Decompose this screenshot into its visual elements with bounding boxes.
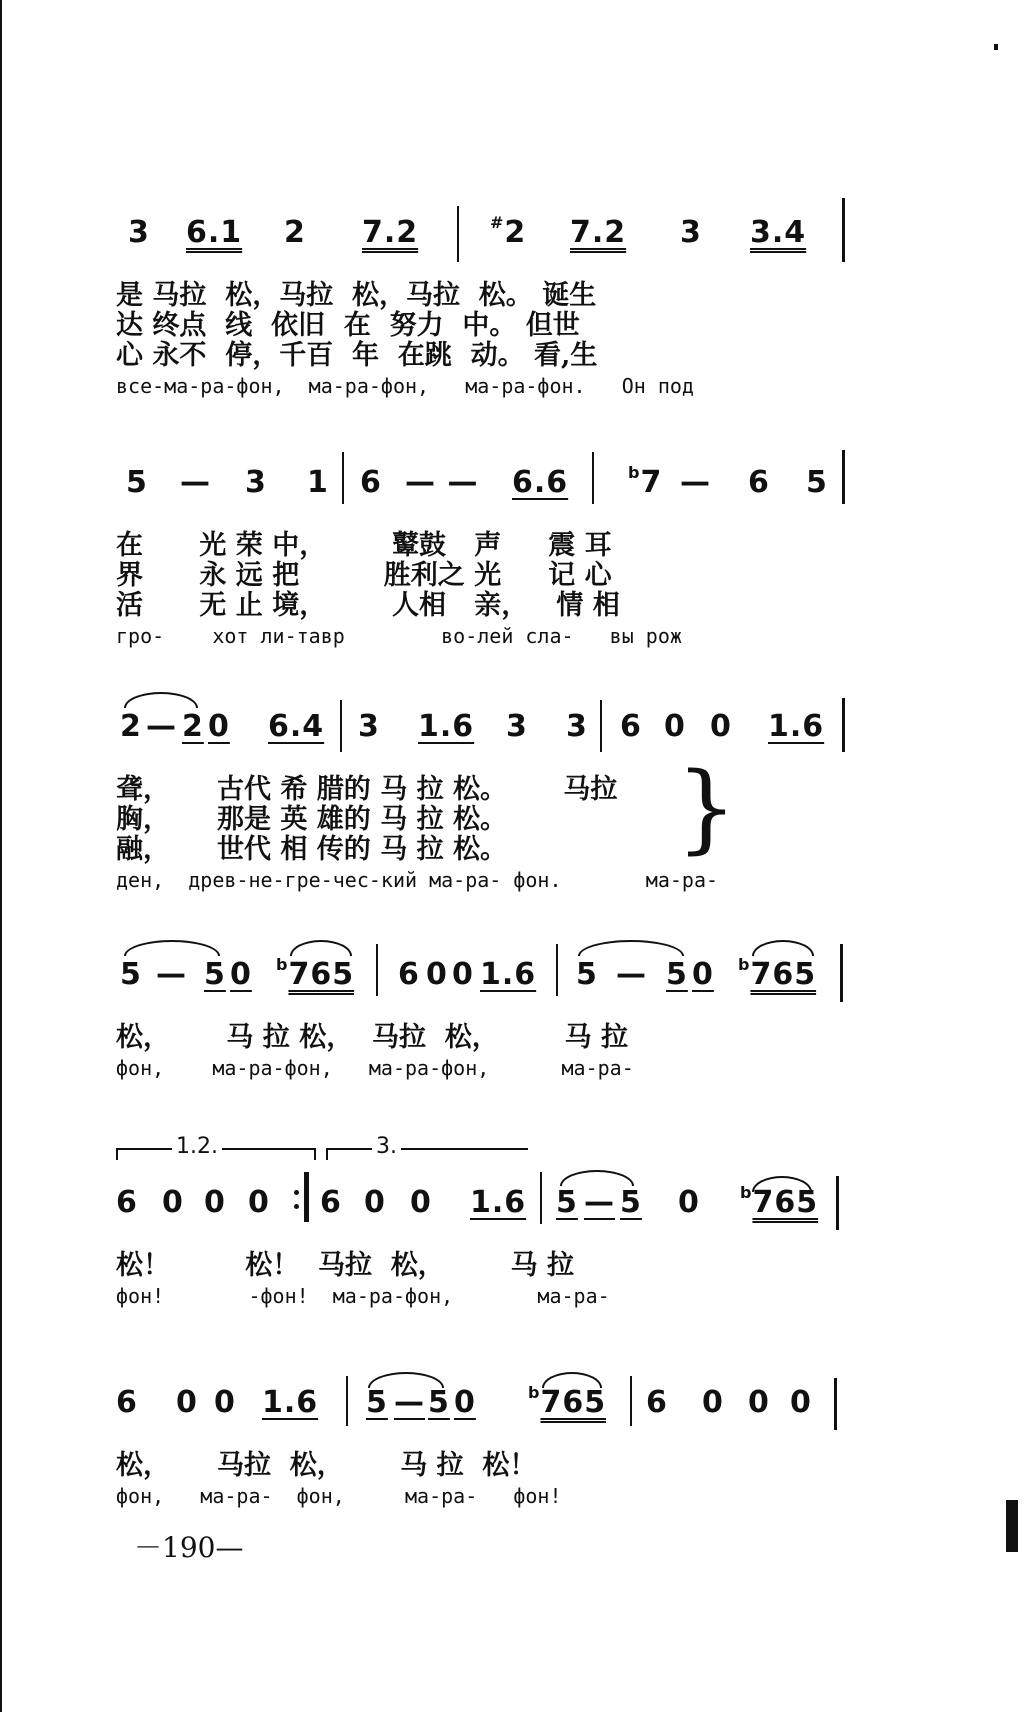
scan-mark (1006, 1500, 1018, 1552)
note-text: 5 (428, 1385, 450, 1420)
lyric-line-chinese: 在 光 荣 中， 鼙鼓 声 震 耳 (116, 530, 612, 561)
repeat-barline (304, 1172, 309, 1222)
note (692, 957, 714, 992)
note-text: 1 (307, 465, 329, 500)
note-text: 6 (320, 1185, 342, 1220)
note-text: 0 (176, 1385, 198, 1420)
note-text: 3 (680, 215, 702, 250)
note (680, 215, 702, 250)
bar-line (600, 700, 602, 752)
tie (124, 940, 220, 956)
volta-bracket (326, 1148, 528, 1160)
note (360, 465, 382, 500)
note-text: 6.6 (512, 465, 569, 500)
note-text: 3 (245, 465, 267, 500)
lyric-line-chinese: 心 永不 停，千百 年 在跳 动。 看,生 (116, 340, 598, 371)
note (710, 709, 732, 744)
note (405, 465, 479, 500)
note-text: 0 (214, 1385, 236, 1420)
note-text: 2 (120, 709, 142, 744)
lyric-line-russian: фон, ма-ра- фон, ма-ра- фон! (116, 1484, 562, 1508)
note (664, 709, 686, 744)
scan-mark (0, 0, 2, 1712)
note (740, 1183, 819, 1220)
note (418, 709, 475, 744)
tie (124, 692, 198, 708)
bar-line (592, 452, 594, 504)
tie (560, 1170, 634, 1186)
lyric-line-russian: ден, древ-не-гре-чес-кий ма-ра- фон. ма-ра- (116, 868, 719, 892)
note (398, 957, 420, 992)
slur (290, 940, 352, 956)
note (180, 465, 211, 500)
note-text: 0 (710, 709, 732, 744)
note (116, 1185, 138, 1220)
note-text: 3 (566, 709, 588, 744)
note (748, 465, 770, 500)
lyric-line-russian: все-ма-ра-фон, ма-ра-фон, ма-ра-фон. Он под (116, 374, 694, 398)
note (512, 465, 569, 500)
note-text: — (394, 1385, 425, 1420)
note-text: 5 (366, 1385, 388, 1420)
repeat-dot (294, 1190, 299, 1195)
lyric-line-russian: фон! -фон! ма-ра-фон, ма-ра- (116, 1284, 610, 1308)
note-text: 1.6 (480, 957, 537, 992)
note (750, 215, 807, 250)
lyric-line-chinese: 胸， 那是 英 雄的 马 拉 松。 (116, 804, 507, 835)
lyric-line-chinese: 松， 马 拉 松， 马拉 松， 马 拉 (116, 1022, 628, 1053)
note-text: 0 (678, 1185, 700, 1220)
note-text: 5 (576, 957, 598, 992)
note-text: 3.4 (750, 215, 807, 250)
note-text: 0 (702, 1385, 724, 1420)
lyric-line-chinese: 融， 世代 相 传的 马 拉 松。 (116, 834, 507, 865)
note-text: 6 (620, 709, 642, 744)
note (426, 957, 448, 992)
note (366, 1385, 388, 1420)
note-text: 6 (398, 957, 420, 992)
note (680, 465, 711, 500)
note-text: — — (405, 465, 479, 500)
note (276, 955, 355, 992)
flat-sign: b (276, 955, 289, 974)
note-text: 2 (284, 215, 306, 250)
note-text: 0 (664, 709, 686, 744)
note-text: 765 (288, 957, 355, 992)
flat-sign: b (740, 1183, 753, 1202)
bar-line (842, 698, 845, 752)
note-text: 0 (454, 1385, 476, 1420)
note (480, 957, 537, 992)
note-text: 6.4 (268, 709, 325, 744)
note-text: 0 (230, 957, 252, 992)
note (116, 1385, 138, 1420)
note (182, 709, 204, 744)
note-text: 5 (204, 957, 226, 992)
note (620, 1185, 642, 1220)
flat-sign: b (738, 955, 751, 974)
note-text: 765 (540, 1385, 607, 1420)
scan-mark (994, 44, 998, 50)
note (452, 957, 474, 992)
note (230, 957, 252, 992)
lyric-line-chinese: 界 永 远 把 胜利之 光 记 心 (116, 560, 612, 591)
lyric-line-chinese: 是 马拉 松，马拉 松，马拉 松。 诞生 (116, 280, 597, 311)
bar-line (540, 1172, 542, 1224)
note-text: 0 (410, 1185, 432, 1220)
note (248, 1185, 270, 1220)
note-text: — (146, 709, 177, 744)
note (748, 1385, 770, 1420)
note (454, 1385, 476, 1420)
note (768, 709, 825, 744)
bar-line (346, 1376, 348, 1426)
note (186, 215, 243, 250)
note-text: — (616, 957, 647, 992)
bar-line (842, 450, 845, 504)
note (394, 1385, 425, 1420)
note (284, 215, 306, 250)
note-text: 5 (806, 465, 828, 500)
note-text: 5 (666, 957, 688, 992)
sharp-sign: # (490, 213, 505, 232)
note (566, 709, 588, 744)
note (268, 709, 325, 744)
note-text: 0 (790, 1385, 812, 1420)
note-text: 0 (364, 1185, 386, 1220)
note (570, 215, 627, 250)
tie (368, 1372, 444, 1388)
note (616, 957, 647, 992)
note (738, 955, 817, 992)
note-text: 0 (426, 957, 448, 992)
note-text: 1.6 (418, 709, 475, 744)
note (262, 1385, 319, 1420)
lyric-line-russian: фон, ма-ра-фон, ма-ра-фон, ма-ра- (116, 1056, 634, 1080)
note-text: 0 (162, 1185, 184, 1220)
note-text: 1.6 (768, 709, 825, 744)
lyric-line-chinese: 松！ 松！ 马拉 松， 马 拉 (116, 1250, 574, 1281)
note (528, 1383, 607, 1420)
note-text: 1.6 (470, 1185, 527, 1220)
note (556, 1185, 578, 1220)
note (208, 709, 230, 744)
lyric-line-chinese: 聋， 古代 希 腊的 马 拉 松。 马拉 (116, 774, 618, 805)
note (362, 215, 419, 250)
note-text: 2 (182, 709, 204, 744)
note-text: 5 (120, 957, 142, 992)
note-text: 6 (360, 465, 382, 500)
note (678, 1185, 700, 1220)
note-text: 0 (748, 1385, 770, 1420)
bar-line (340, 700, 342, 752)
slur (752, 940, 814, 956)
note-text: 2 (504, 215, 527, 250)
note (628, 463, 663, 500)
note-text: 1.6 (262, 1385, 319, 1420)
note (646, 1385, 668, 1420)
note-text: — (584, 1185, 615, 1220)
note (146, 709, 177, 744)
note-text: 3 (128, 215, 150, 250)
note (666, 957, 688, 992)
verse-brace: } (676, 752, 738, 864)
note (364, 1185, 386, 1220)
bar-line (630, 1376, 632, 1426)
note (490, 213, 527, 250)
note (620, 709, 642, 744)
note (162, 1185, 184, 1220)
note (307, 465, 329, 500)
bar-line (376, 944, 378, 996)
note-text: 5 (556, 1185, 578, 1220)
flat-sign: b (528, 1383, 541, 1402)
note (470, 1185, 527, 1220)
note (126, 465, 148, 500)
note-text: 0 (248, 1185, 270, 1220)
lyric-line-chinese: 活 无 止 境， 人相 亲， 情 相 (116, 590, 620, 621)
note-text: 0 (692, 957, 714, 992)
note (428, 1385, 450, 1420)
note (120, 709, 142, 744)
bar-line (342, 452, 344, 504)
note (576, 957, 598, 992)
note-text: 3 (358, 709, 380, 744)
slur (752, 1176, 812, 1192)
note-text: 6 (116, 1385, 138, 1420)
note (584, 1185, 615, 1220)
note (214, 1385, 236, 1420)
lyric-line-chinese: 松， 马拉 松， 马 拉 松！ (116, 1450, 537, 1481)
note (245, 465, 267, 500)
note-text: 0 (452, 957, 474, 992)
note (358, 709, 380, 744)
note-text: 7.2 (362, 215, 419, 250)
note (176, 1385, 198, 1420)
note (410, 1185, 432, 1220)
note-text: — (156, 957, 187, 992)
volta-3-label: 3. (372, 1134, 401, 1159)
bar-line (556, 944, 558, 996)
note-text: 5 (620, 1185, 642, 1220)
note (320, 1185, 342, 1220)
note (806, 465, 828, 500)
bar-line (457, 206, 459, 262)
note (204, 957, 226, 992)
note (506, 709, 528, 744)
note-text: 3 (506, 709, 528, 744)
tie (578, 940, 684, 956)
page-number: －190— (134, 1531, 244, 1564)
slur (542, 1372, 602, 1388)
note-text: 0 (204, 1185, 226, 1220)
bar-line (840, 944, 843, 1002)
note (128, 215, 150, 250)
bar-line (834, 1378, 837, 1430)
volta-1-label: 1.2. (172, 1134, 222, 1159)
note (120, 957, 142, 992)
lyric-line-chinese: 达 终点 线 依旧 在 努力 中。 但世 (116, 310, 580, 341)
note-text: 6.1 (186, 215, 243, 250)
note-text: 6 (748, 465, 770, 500)
note (790, 1385, 812, 1420)
note (204, 1185, 226, 1220)
note-text: 7 (640, 465, 663, 500)
note-text: 6 (646, 1385, 668, 1420)
note-text: 5 (126, 465, 148, 500)
note-text: 7.2 (570, 215, 627, 250)
note-text: 765 (750, 957, 817, 992)
lyric-line-russian: гро- хот ли-тавр во-лей сла- вы рож (116, 624, 682, 648)
note-text: 765 (752, 1185, 819, 1220)
flat-sign: b (628, 463, 641, 482)
note-text: — (680, 465, 711, 500)
note (156, 957, 187, 992)
repeat-dot (294, 1204, 299, 1209)
bar-line (842, 198, 845, 262)
note-text: — (180, 465, 211, 500)
bar-line (836, 1176, 839, 1230)
note-text: 6 (116, 1185, 138, 1220)
note (702, 1385, 724, 1420)
note-text: 0 (208, 709, 230, 744)
